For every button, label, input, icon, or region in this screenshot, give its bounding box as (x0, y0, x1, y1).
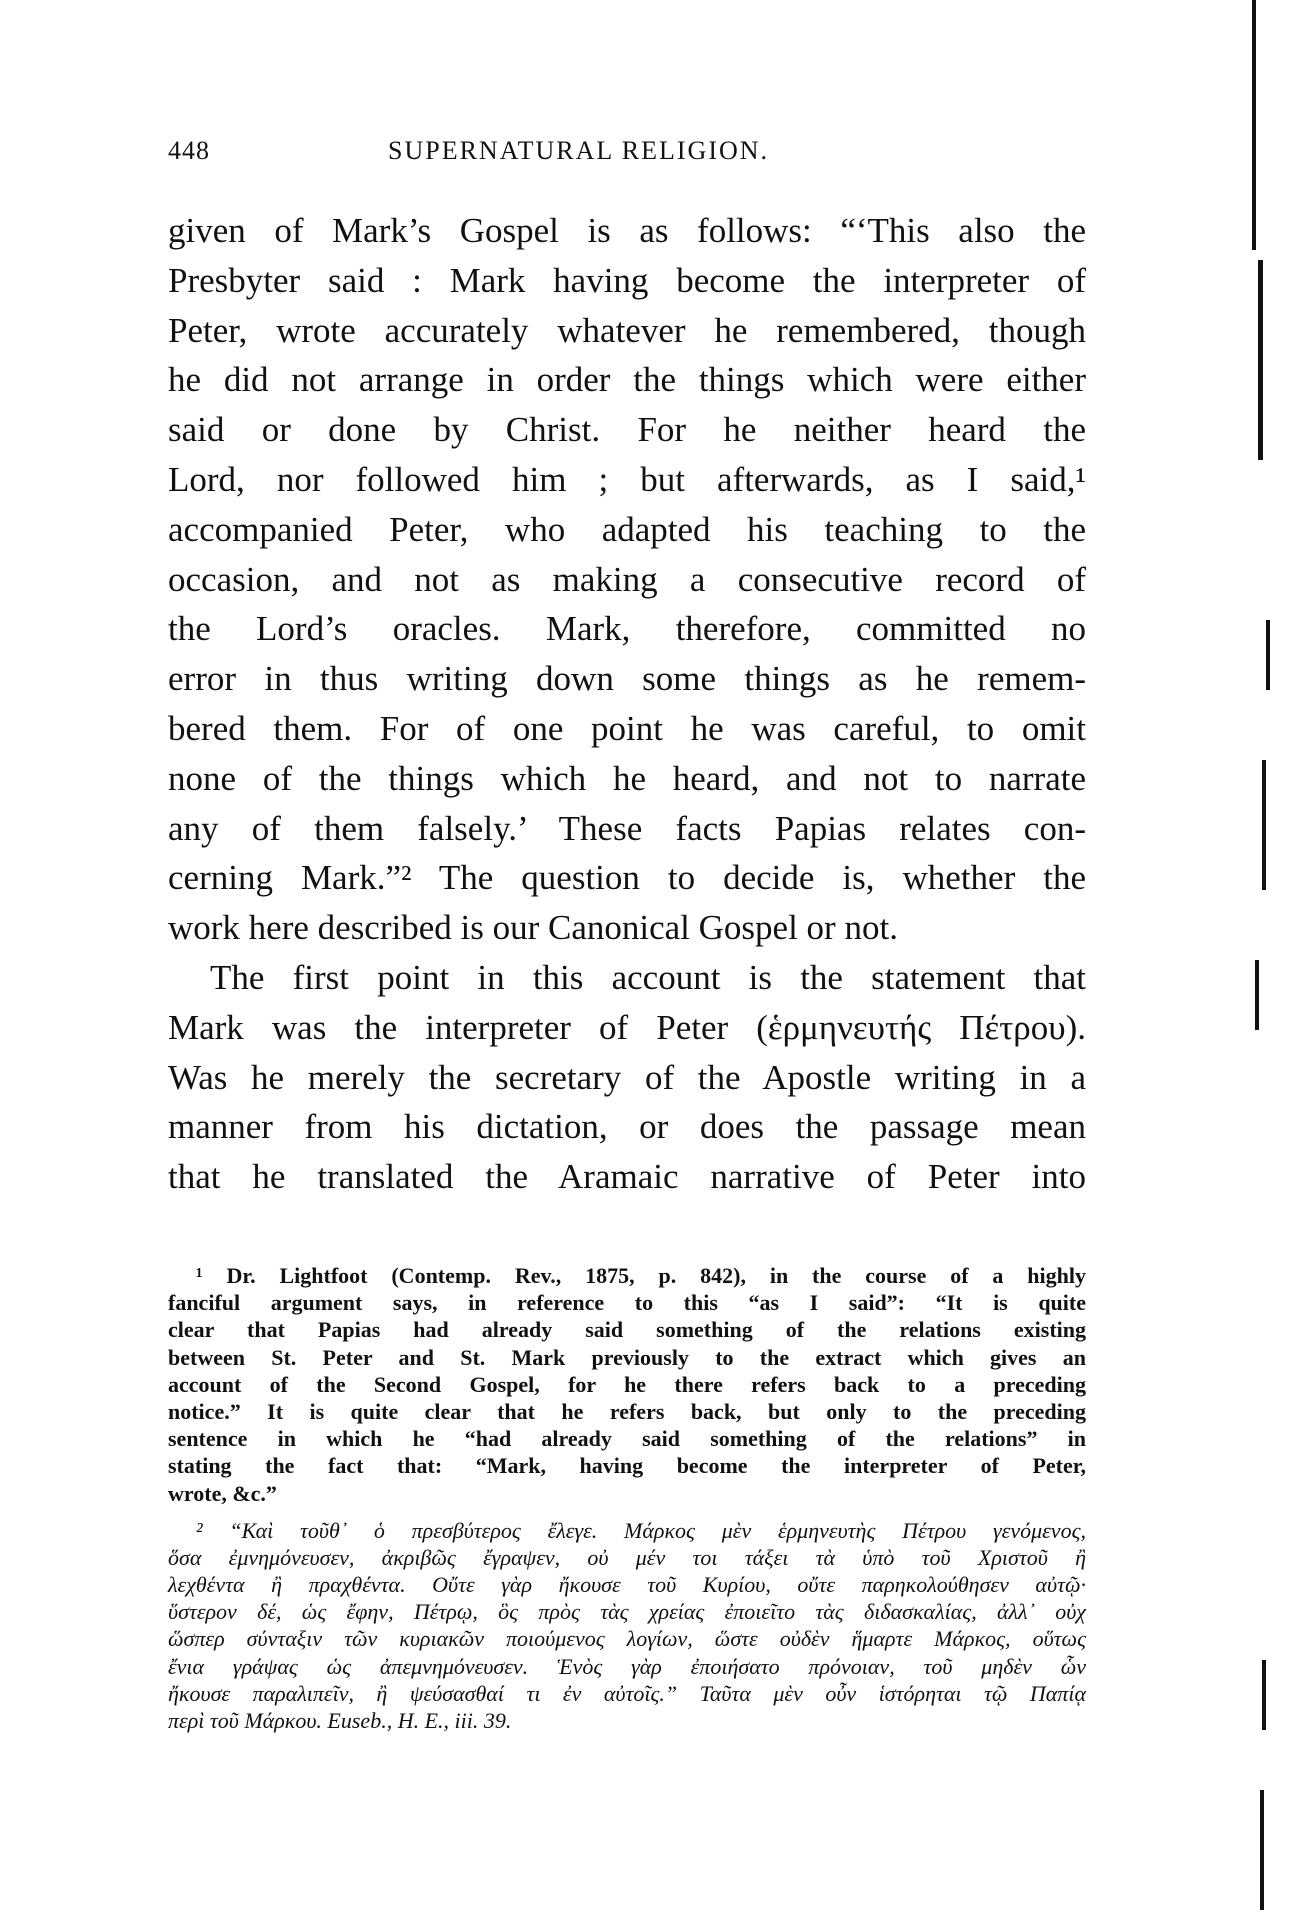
text-line: bered them. For of one point he was careful, to omit (168, 708, 1086, 748)
footnote-line: ὥσπερ σύνταξιν τῶν κυριακῶν ποιούμενος λογίων, ὥστε οὐδὲν ἥμαρτε Μάρκος, οὕτως (168, 1626, 1086, 1652)
text-line: said or done by Christ. For he neither heard the (168, 410, 1086, 450)
text-line: none of the things which he heard, and not to narrate (168, 758, 1086, 798)
page-number: 448 (168, 136, 210, 165)
footnote-line: fanciful argument says, in reference to this “as I said”: “It is quite (168, 1290, 1086, 1316)
footnote-line: sentence in which he “had already said something of the relations” in (168, 1426, 1086, 1452)
text-line: The first point in this account is the statement that (210, 957, 1086, 997)
footnote-line: account of the Second Gospel, for he there refers back to a preceding (168, 1371, 1086, 1397)
scan-edge-mark (1262, 760, 1266, 890)
footnote-line: περὶ τοῦ Μάρκου. Euseb., H. E., iii. 39. (168, 1708, 512, 1733)
footnote-line: ἔνια γράψας ὡς ἀπεμνημόνευσεν. Ἑνὸς γὰρ ἐποιήσατο πρόνοιαν, τοῦ μηδὲν ὧν (168, 1653, 1086, 1679)
footnote-line: stating the fact that: “Mark, having become the interpreter of Peter, (168, 1453, 1086, 1479)
text-line: he did not arrange in order the things which were either (168, 360, 1086, 400)
footnote-line: ² “Καὶ τοῦθ᾽ ὁ πρεσβύτερος ἔλεγε. Μάρκος μὲν ἑρμηνευτὴς Πέτρου γενόμενος, (196, 1517, 1086, 1543)
scan-edge-mark (1260, 1790, 1264, 1910)
footnote-line: λεχθέντα ἢ πραχθέντα. Οὔτε γὰρ ἤκουσε τοῦ Κυρίου, οὔτε παρηκολούθησεν αὐτῷ· (168, 1572, 1086, 1598)
text-line: the Lord’s oracles. Mark, therefore, committed no (168, 609, 1086, 649)
text-line: error in thus writing down some things as he remem- (168, 659, 1086, 699)
running-title: SUPERNATURAL RELIGION. (388, 136, 770, 165)
text-line: Mark was the interpreter of Peter (ἑρμηνευτής Πέτρου). (168, 1007, 1086, 1047)
footnote-line: between St. Peter and St. Mark previously to the extract which gives an (168, 1344, 1086, 1370)
text-line: manner from his dictation, or does the passage mean (168, 1107, 1086, 1147)
scan-edge-mark (1252, 0, 1256, 250)
footnote-line: ἤκουσε παραλιπεῖν, ἢ ψεύσασθαί τι ἐν αὐτοῖς.” Ταῦτα μὲν οὖν ἱστόρηται τῷ Παπίᾳ (168, 1680, 1086, 1706)
footnote-line: notice.” It is quite clear that he refers back, but only to the preceding (168, 1398, 1086, 1424)
text-line: given of Mark’s Gospel is as follows: “‘This also the (168, 211, 1086, 250)
text-line: Presbyter said : Mark having become the interpreter of (168, 260, 1086, 300)
text-line: Peter, wrote accurately whatever he remembered, though (168, 310, 1086, 350)
scan-edge-mark (1262, 1660, 1266, 1730)
footnote-1 (168, 1262, 1086, 1507)
text-line: accompanied Peter, who adapted his teaching to the (168, 509, 1086, 549)
text-line: Was he merely the secretary of the Apostle writing in a (168, 1057, 1086, 1097)
scan-edge-mark (1258, 260, 1263, 460)
footnote-line: wrote, &c.” (168, 1480, 277, 1506)
text-line: occasion, and not as making a consecutive record of (168, 559, 1086, 599)
text-line: Lord, nor followed him ; but afterwards, as I said,¹ (168, 459, 1086, 499)
page-header (168, 136, 1128, 176)
text-line: work here described is our Canonical Gospel or not. (168, 908, 898, 948)
scan-edge-mark (1266, 620, 1270, 690)
footnote-line: ὅσα ἐμνημόνευσεν, ἀκριβῶς ἔγραψεν, οὐ μέν τοι τάξει τὰ ὑπὸ τοῦ Χριστοῦ ἢ (168, 1544, 1086, 1570)
footnote-line: ¹ Dr. Lightfoot (Contemp. Rev., 1875, p. 842), in the course of a highly (196, 1263, 1086, 1288)
text-line: that he translated the Aramaic narrative of Peter into (168, 1157, 1086, 1197)
footnotes (168, 1262, 1086, 1734)
footnote-line: ὕστερον δέ, ὡς ἔφην, Πέτρῳ, ὃς πρὸς τὰς χρείας ἐποιεῖτο τὰς διδασκαλίας, ἀλλ᾽ οὐχ (168, 1599, 1086, 1625)
main-text (168, 206, 1086, 1202)
text-line: cerning Mark.”² The question to decide is, whether the (168, 858, 1086, 898)
footnote-line: clear that Papias had already said something of the relations existing (168, 1317, 1086, 1343)
footnote-2 (168, 1517, 1086, 1735)
scan-edge-mark (1255, 960, 1259, 1030)
text-line: any of them falsely.’ These facts Papias relates con- (168, 808, 1086, 848)
